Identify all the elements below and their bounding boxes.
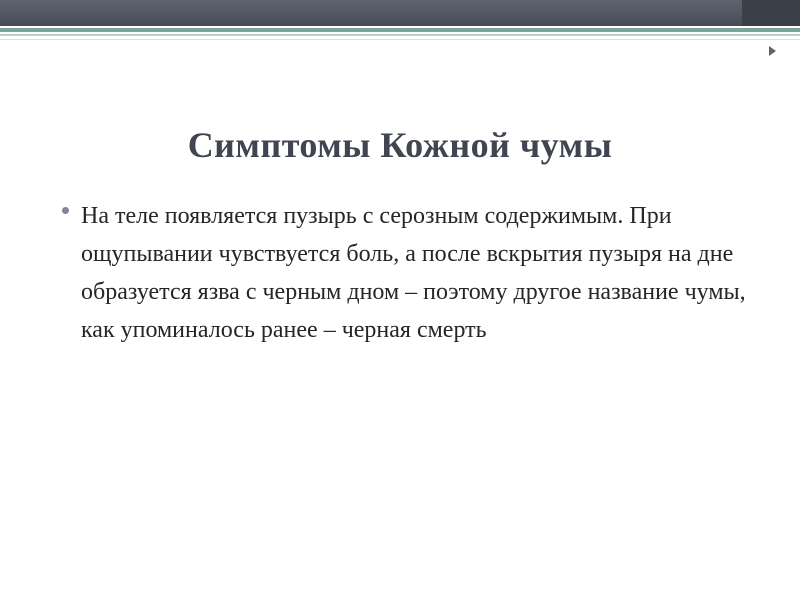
bullet-text: На теле появляется пузырь с серозным содержимым. При ощупывании чувствуется боль, а после вскрытия пузыря на дне образуется язва с черным дном – поэтому другое название чумы, как упоминалось ранее – черная смерть <box>81 203 746 343</box>
top-band-accent <box>742 0 800 26</box>
slide-title: Симптомы Кожной чумы <box>187 125 613 165</box>
top-accent-stripe <box>0 28 800 32</box>
arrow-right-icon <box>769 46 776 56</box>
bullet-item <box>62 197 762 349</box>
bullet-dot-icon <box>62 207 69 214</box>
top-decorative-band <box>0 0 800 26</box>
top-accent-stripe-light <box>0 34 800 36</box>
top-thin-line <box>0 39 800 40</box>
slide-body <box>62 197 762 349</box>
